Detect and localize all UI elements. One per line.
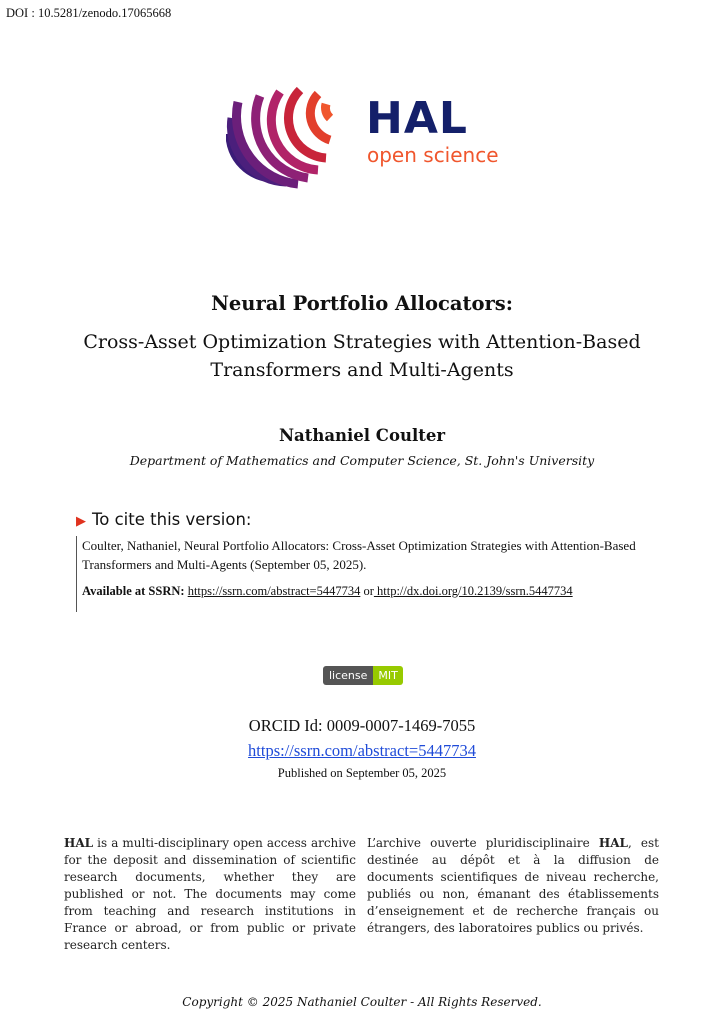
hal-fr-rest: , est destinée au dépôt et à la diffusion de documents scientifiques de niveau recherche, publiés ou non, émanant des établissements d’enseignement et de recherche français ou étrangers, des laboratoires publics ou privés. bbox=[367, 836, 659, 935]
cite-box bbox=[76, 536, 662, 612]
hal-fr-strong: HAL bbox=[598, 836, 628, 850]
hal-en-rest: is a multi-disciplinary open access archive for the deposit and dissemination of scientific research documents, whether they are published or not. The documents may come from teaching and research institutions in France or abroad, or from public or private research centers. bbox=[64, 836, 356, 952]
hal-fr-pre: L’archive ouverte pluridisciplinaire bbox=[367, 836, 599, 850]
available-label: Available at SSRN: bbox=[82, 584, 185, 598]
availability-line bbox=[82, 584, 662, 599]
license-badge bbox=[323, 666, 403, 685]
hal-description-fr bbox=[367, 835, 659, 937]
hal-logo-subtitle: open science bbox=[367, 143, 499, 167]
cite-heading-text: To cite this version: bbox=[92, 510, 252, 529]
citation-text: Coulter, Nathaniel, Neural Portfolio Allocators: Cross-Asset Optimization Strategies with Attention-Based Transformers and Multi-Agents (September 05, 2025). bbox=[82, 538, 636, 572]
hal-logo-word: HAL bbox=[366, 93, 468, 144]
hal-description-en bbox=[64, 835, 356, 954]
cite-heading bbox=[76, 510, 251, 529]
published-date: Published on September 05, 2025 bbox=[277, 766, 447, 780]
doi-label: DOI : 10.5281/zenodo.17065668 bbox=[6, 6, 172, 20]
license-badge-label: license bbox=[323, 666, 373, 685]
hal-en-strong: HAL bbox=[64, 836, 94, 850]
copyright-notice: Copyright © 2025 Nathaniel Coulter - All Rights Reserved. bbox=[182, 995, 542, 1009]
or-text: or bbox=[360, 584, 374, 598]
author-affiliation: Department of Mathematics and Computer Science, St. John's University bbox=[129, 453, 595, 468]
paper-subtitle-text: Cross-Asset Optimization Strategies with Attention-Based Transformers and Multi-Agents bbox=[83, 331, 641, 381]
triangle-bullet-icon: ▶ bbox=[76, 514, 86, 529]
paper-subtitle bbox=[0, 328, 724, 384]
orcid-id: ORCID Id: 0009-0007-1469-7055 bbox=[248, 716, 476, 735]
paper-title: Neural Portfolio Allocators: bbox=[211, 292, 513, 315]
author-name: Nathaniel Coulter bbox=[278, 426, 446, 445]
ssrn-abstract-link[interactable]: https://ssrn.com/abstract=5447734 bbox=[187, 584, 361, 598]
ssrn-link bbox=[0, 741, 724, 761]
license-badge-value: MIT bbox=[373, 666, 402, 685]
doi-link[interactable]: http://dx.doi.org/10.2139/ssrn.5447734 bbox=[373, 584, 573, 598]
ssrn-link-text[interactable]: https://ssrn.com/abstract=5447734 bbox=[248, 741, 476, 760]
